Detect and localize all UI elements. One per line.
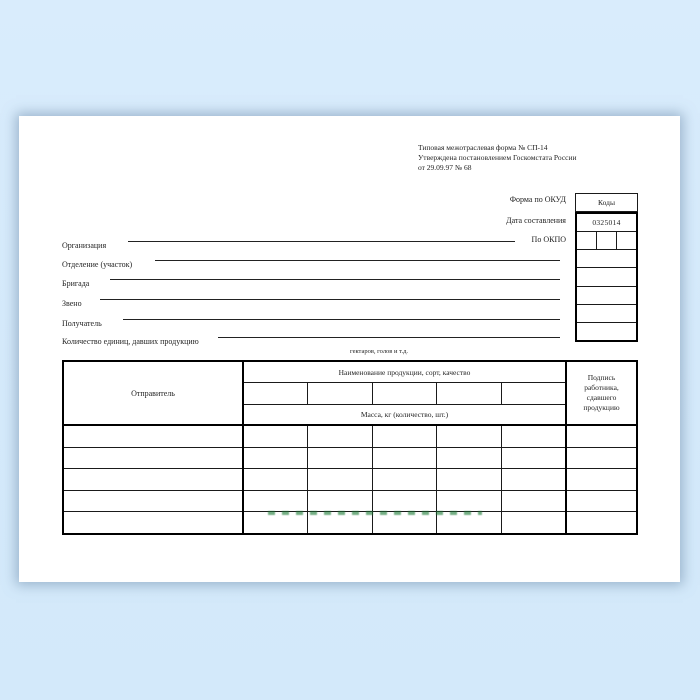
product-name-header-cell: Наименование продукции, сорт, качество bbox=[244, 362, 565, 383]
okpo-code-cell bbox=[596, 232, 616, 249]
table-empty-cell bbox=[307, 512, 371, 533]
sender-column bbox=[64, 362, 242, 533]
table-empty-cell bbox=[436, 383, 500, 404]
form-approval-header bbox=[418, 143, 577, 173]
table-body-row bbox=[64, 426, 242, 447]
document-sp14-blank-form bbox=[19, 116, 680, 582]
signature-body bbox=[567, 426, 636, 533]
product-header-area bbox=[244, 362, 565, 426]
form-date-line: от 29.09.97 № 68 bbox=[418, 163, 472, 172]
table-body-row bbox=[567, 447, 636, 469]
recipient-field-line bbox=[123, 319, 560, 320]
empty-code-row bbox=[577, 322, 636, 340]
okpo-code-cell bbox=[616, 232, 636, 249]
table-body-row bbox=[567, 490, 636, 512]
empty-code-row bbox=[577, 267, 636, 285]
table-body-row bbox=[244, 468, 565, 490]
product-columns bbox=[242, 362, 567, 533]
codes-box bbox=[575, 212, 638, 342]
table-empty-cell bbox=[307, 469, 371, 490]
table-empty-cell bbox=[372, 426, 436, 447]
table-empty-cell bbox=[244, 469, 307, 490]
empty-code-row bbox=[577, 286, 636, 304]
table-body-row bbox=[64, 490, 242, 512]
organization-label: Организация bbox=[62, 241, 107, 250]
okpo-code-row bbox=[577, 231, 636, 249]
table-empty-cell bbox=[372, 448, 436, 469]
table-body-row bbox=[244, 447, 565, 469]
table-empty-cell bbox=[307, 426, 371, 447]
table-empty-cell bbox=[501, 426, 565, 447]
table-body-row bbox=[244, 426, 565, 447]
table-empty-cell bbox=[372, 512, 436, 533]
table-empty-cell bbox=[501, 491, 565, 512]
codes-title-box: Коды bbox=[575, 193, 638, 212]
link-unit-field-line bbox=[100, 299, 560, 300]
signature-header-cell: Подпись работника, сдавшего продукцию bbox=[567, 362, 636, 426]
table-empty-cell bbox=[501, 448, 565, 469]
table-empty-cell bbox=[372, 383, 436, 404]
table-body-row bbox=[567, 426, 636, 447]
sender-header-cell: Отправитель bbox=[64, 362, 242, 426]
table-empty-cell bbox=[501, 469, 565, 490]
table-empty-cell bbox=[244, 448, 307, 469]
brigade-field-line bbox=[110, 279, 560, 280]
table-empty-cell bbox=[501, 383, 565, 404]
units-count-label: Количество единиц, давших продукцию bbox=[62, 337, 199, 346]
table-empty-cell bbox=[436, 512, 500, 533]
table-empty-cell bbox=[436, 448, 500, 469]
department-field-line bbox=[155, 260, 560, 261]
table-empty-cell bbox=[244, 512, 307, 533]
table-empty-cell bbox=[307, 448, 371, 469]
units-caption: гектаров, голов и т.д. bbox=[349, 348, 409, 355]
department-label: Отделение (участок) bbox=[62, 260, 133, 269]
table-body-row bbox=[567, 511, 636, 533]
table-body-row bbox=[64, 468, 242, 490]
mass-header-cell: Масса, кг (количество, шт.) bbox=[360, 410, 449, 419]
table-empty-cell bbox=[307, 383, 371, 404]
date-of-compilation-label: Дата составления bbox=[506, 216, 566, 225]
product-body bbox=[244, 426, 565, 533]
units-count-field-line bbox=[218, 337, 560, 338]
table-empty-cell bbox=[501, 512, 565, 533]
recipient-label: Получатель bbox=[62, 319, 102, 328]
table-empty-cell bbox=[436, 469, 500, 490]
table-body-row bbox=[244, 490, 565, 512]
okpo-label: По ОКПО bbox=[531, 235, 566, 244]
empty-code-row bbox=[577, 304, 636, 322]
product-subcolumn-row bbox=[244, 383, 565, 405]
table-body-row bbox=[64, 447, 242, 469]
table-body-row bbox=[64, 511, 242, 533]
sender-body bbox=[64, 426, 242, 533]
form-title-line: Типовая межотраслевая форма № СП-14 bbox=[418, 143, 548, 152]
okud-code-cell: 0325014 bbox=[592, 218, 621, 228]
empty-code-row bbox=[577, 249, 636, 267]
table-empty-cell bbox=[244, 383, 307, 404]
table-empty-cell bbox=[244, 426, 307, 447]
brigade-label: Бригада bbox=[62, 279, 90, 288]
table-body-row bbox=[567, 468, 636, 490]
table-empty-cell bbox=[244, 491, 307, 512]
signature-column bbox=[567, 362, 636, 533]
table-empty-cell bbox=[307, 491, 371, 512]
table-empty-cell bbox=[436, 491, 500, 512]
okpo-code-cell bbox=[577, 232, 596, 249]
green-watermark bbox=[268, 511, 482, 515]
table-empty-cell bbox=[372, 491, 436, 512]
link-unit-label: Звено bbox=[62, 299, 82, 308]
table-empty-cell bbox=[372, 469, 436, 490]
form-approved-line: Утверждена постановлением Госкомстата России bbox=[418, 153, 577, 162]
organization-field-line bbox=[128, 241, 515, 242]
okud-label: Форма по ОКУД bbox=[509, 195, 566, 204]
products-table bbox=[62, 360, 638, 535]
table-empty-cell bbox=[436, 426, 500, 447]
